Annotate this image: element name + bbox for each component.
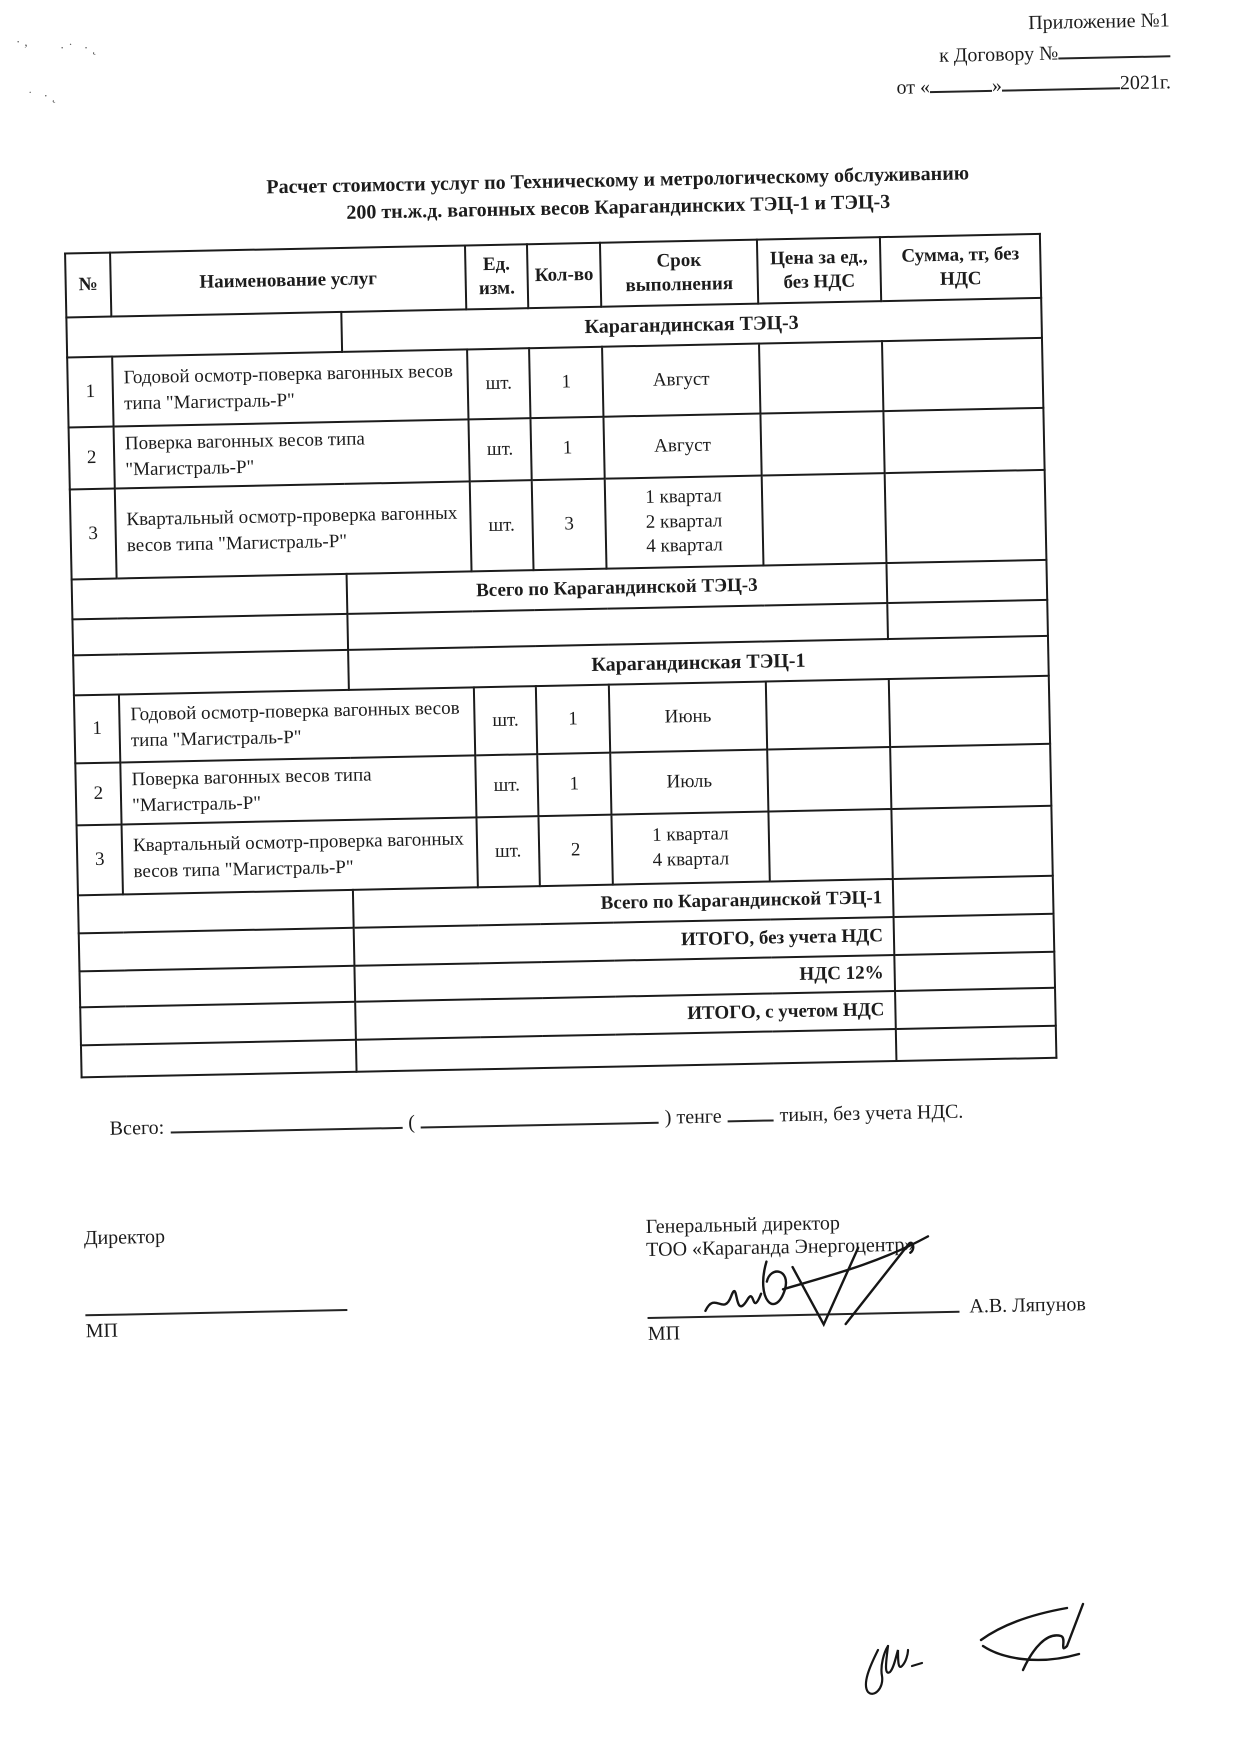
summary-label: ИТОГО, без учета НДС <box>354 917 895 966</box>
cell-sum-empty <box>885 470 1047 563</box>
total-label: Всего: <box>109 1116 165 1140</box>
cell-unit: шт. <box>467 348 530 419</box>
total-left-cell <box>78 890 354 934</box>
col-header-period: Срок выполнения <box>600 240 758 307</box>
period-line: 1 квартал <box>651 823 729 847</box>
section-total-label: Всего по Карагандинской ТЭЦ-1 <box>353 879 894 928</box>
close-paren: ) <box>664 1106 672 1129</box>
col-header-qty: Кол-во <box>527 243 601 308</box>
company-name: ТОО «Караганда Энергоцентр» <box>645 1233 915 1262</box>
cell-num: 3 <box>77 824 123 895</box>
period-line: Август <box>652 368 710 391</box>
cell-period <box>602 344 760 417</box>
general-director-signature-row <box>647 1287 1097 1319</box>
cell-price-empty <box>766 679 890 749</box>
section-header-left-cell <box>66 312 342 358</box>
cell-service-name: Квартальный осмотр-проверка вагонных весов типа "Магистраль-Р" <box>122 817 478 894</box>
cell-service-name: Поверка вагонных весов типа "Магистраль-Р" <box>114 419 470 488</box>
cell-sum-empty <box>890 744 1051 809</box>
handwritten-flourish <box>975 1592 1095 1687</box>
scan-noise: ·˙ ·˛ <box>60 40 101 55</box>
cell-service-name: Квартальный осмотр-проверка вагонных весов типа "Магистраль-Р" <box>115 481 472 578</box>
section-title: Карагандинская ТЭЦ-1 <box>348 636 1049 690</box>
cell-period <box>609 682 767 753</box>
appendix-number: Приложение №1 <box>1027 9 1170 35</box>
cell-unit: шт. <box>474 686 537 755</box>
col-header-unit: Ед. изм. <box>465 244 528 309</box>
col-header-num: № <box>65 253 111 318</box>
contract-label: к Договору № <box>938 42 1059 67</box>
cell-sum-empty <box>882 338 1043 411</box>
empty-cell <box>887 600 1048 639</box>
cell-price-empty <box>768 809 892 881</box>
period-line: 2 квартал <box>645 510 723 533</box>
total-left-cell <box>72 574 348 620</box>
cell-sum-empty <box>894 914 1055 955</box>
section-header-left-cell <box>73 650 349 696</box>
cell-sum-empty <box>889 676 1050 747</box>
period-line: Август <box>653 434 712 457</box>
cell-unit: шт. <box>468 418 531 481</box>
blank-tiyn <box>728 1115 774 1122</box>
empty-cell <box>896 1026 1057 1061</box>
cell-qty: 3 <box>532 479 607 570</box>
cell-service-name: Годовой осмотр-поверка вагонных весов типа "Магистраль-Р" <box>112 349 468 426</box>
summary-label: НДС 12% <box>354 955 895 1002</box>
cell-sum-empty <box>893 876 1054 917</box>
handwritten-initials <box>856 1632 936 1702</box>
handwritten-signature <box>696 1224 948 1339</box>
cell-num: 2 <box>75 762 121 825</box>
cell-unit: шт. <box>470 480 534 571</box>
total-amount-line <box>109 1096 1191 1141</box>
cell-sum-empty <box>883 408 1044 473</box>
scan-noise: ˙ ·˛ <box>28 88 61 103</box>
cell-service-name: Поверка вагонных весов типа "Магистраль-Р" <box>120 755 476 824</box>
signature-block-general-director <box>646 1207 1099 1346</box>
cell-price-empty <box>759 341 883 413</box>
cell-period <box>611 811 769 884</box>
empty-cell <box>72 614 348 656</box>
cell-qty: 1 <box>536 685 610 754</box>
open-paren: ( <box>407 1111 416 1134</box>
col-header-sum: Сумма, тг, без НДС <box>880 234 1041 301</box>
general-director-seal-label: МП <box>647 1322 681 1346</box>
director-title: Директор <box>83 1225 166 1250</box>
summary-label: ИТОГО, с учетом НДС <box>355 991 896 1040</box>
blank-date-day <box>930 86 992 93</box>
summary-left-cell <box>79 966 355 1008</box>
currency-label: тенге <box>676 1105 722 1129</box>
blank-date-month <box>1002 83 1120 91</box>
cell-unit: шт. <box>476 816 539 887</box>
empty-cell <box>81 1040 357 1078</box>
cell-num: 1 <box>74 694 120 763</box>
blank-contract-number <box>1058 51 1170 59</box>
date-close-quote: » <box>991 74 1003 97</box>
title-line-1: Расчет стоимости услуг по Техническому и метрологическому обслуживанию <box>266 162 970 199</box>
cell-qty: 1 <box>530 417 604 480</box>
title-line-2: 200 тн.ж.д. вагонных весов Карагандинских ТЭЦ-1 и ТЭЦ-3 <box>346 190 891 224</box>
period-line: 4 квартал <box>646 534 724 558</box>
cell-num: 2 <box>69 427 115 490</box>
col-header-service: Наименование услуг <box>110 245 466 316</box>
summary-left-cell <box>79 928 355 972</box>
period-line: Июнь <box>664 705 712 728</box>
cell-sum-empty <box>894 952 1055 991</box>
cell-sum-empty <box>886 560 1047 603</box>
director-seal-label: МП <box>85 1319 119 1343</box>
blank-amount-words <box>421 1118 659 1129</box>
cell-num: 1 <box>67 357 113 428</box>
cell-sum-empty <box>895 988 1056 1029</box>
scan-noise: ·, <box>16 34 32 49</box>
cell-period <box>610 749 768 814</box>
section-total-label: Всего по Карагандинской ТЭЦ-3 <box>347 563 888 614</box>
cell-period <box>603 414 761 479</box>
appendix-header <box>60 5 1172 120</box>
period-line: Июль <box>666 770 713 793</box>
cell-num: 3 <box>70 489 117 580</box>
cost-table <box>64 233 1057 1078</box>
cell-sum-empty <box>891 806 1052 879</box>
cell-service-name: Годовой осмотр-поверка вагонных весов типа "Магистраль-Р" <box>119 687 475 762</box>
blank-amount-digits <box>170 1123 402 1134</box>
cell-unit: шт. <box>475 754 538 817</box>
document-title <box>63 156 1174 232</box>
cell-price-empty <box>762 473 887 565</box>
col-header-price: Цена за ед., без НДС <box>757 237 881 303</box>
general-director-name: А.В. Ляпунов <box>969 1293 1086 1318</box>
general-director-title: Генеральный директор <box>645 1212 841 1239</box>
cell-qty: 1 <box>537 753 611 816</box>
total-suffix: тиын, без учета НДС. <box>779 1100 964 1127</box>
period-line: 4 квартал <box>652 848 730 871</box>
date-from-label: от « <box>896 76 931 99</box>
signature-block-director <box>84 1221 407 1357</box>
date-year: 2021г. <box>1119 71 1172 95</box>
signature-area <box>84 1207 1098 1357</box>
cell-qty: 2 <box>538 815 612 886</box>
summary-left-cell <box>80 1002 356 1046</box>
cell-price-empty <box>760 411 884 475</box>
cell-period <box>605 476 764 569</box>
period-line: 1 квартал <box>645 485 723 508</box>
cell-qty: 1 <box>529 347 603 418</box>
section-title: Карагандинская ТЭЦ-3 <box>341 298 1042 352</box>
cell-price-empty <box>767 747 891 811</box>
